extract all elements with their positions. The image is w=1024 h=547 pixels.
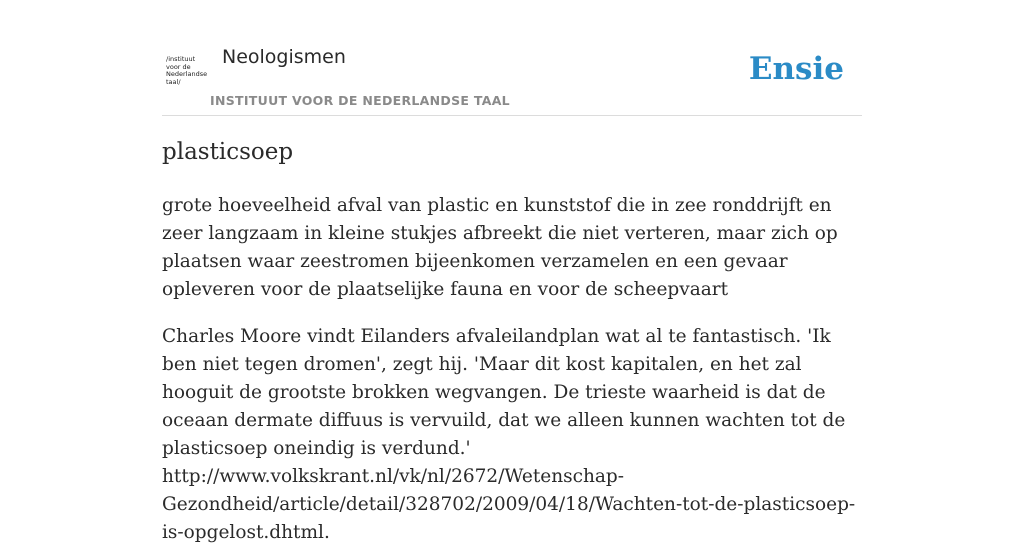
logo-line: taal/ — [166, 77, 181, 86]
example-quote — [162, 323, 867, 547]
page-title: plasticsoep — [162, 139, 294, 165]
institute-name: INSTITUUT VOOR DE NEDERLANDSE TAAL — [210, 93, 510, 108]
header — [162, 40, 862, 116]
definition-text: grote hoeveelheid afval van plastic en kunststof die in zee ronddrijft en zeer langzaam in kleine stukjes afbreekt die niet verteren, maar zich op plaatsen waar zeestromen bijeenkomen verzamelen en een gevaar opleveren voor de plaatselijke fauna en voor de scheepvaart — [162, 195, 838, 300]
example-text: Charles Moore vindt Eilanders afvaleilandplan wat al te fantastisch. 'Ik ben niet tegen dromen', zegt hij. 'Maar dit kost kapitalen, en het zal hooguit de grootste brokken wegvangen. De trieste waarheid is dat de oceaan dermate diffuus is vervuild, dat we alleen kunnen wachten tot de plasticsoep oneindig is verdund.' — [162, 326, 846, 459]
ensie-logo-link[interactable]: Ensie — [748, 51, 844, 87]
example-source: http://www.volkskrant.nl/vk/nl/2672/Wetenschap-Gezondheid/article/detail/328702/2009/04/18/Wachten-tot-de-plasticsoep-is-opgelost.dhtml. — [162, 466, 856, 543]
institute-logo[interactable] — [166, 56, 210, 90]
site-title[interactable]: Neologismen — [222, 46, 346, 68]
logo-line: Nederlandse — [166, 70, 208, 78]
logo-line: /instituut — [166, 55, 196, 63]
logo-line: voor de — [166, 62, 191, 71]
